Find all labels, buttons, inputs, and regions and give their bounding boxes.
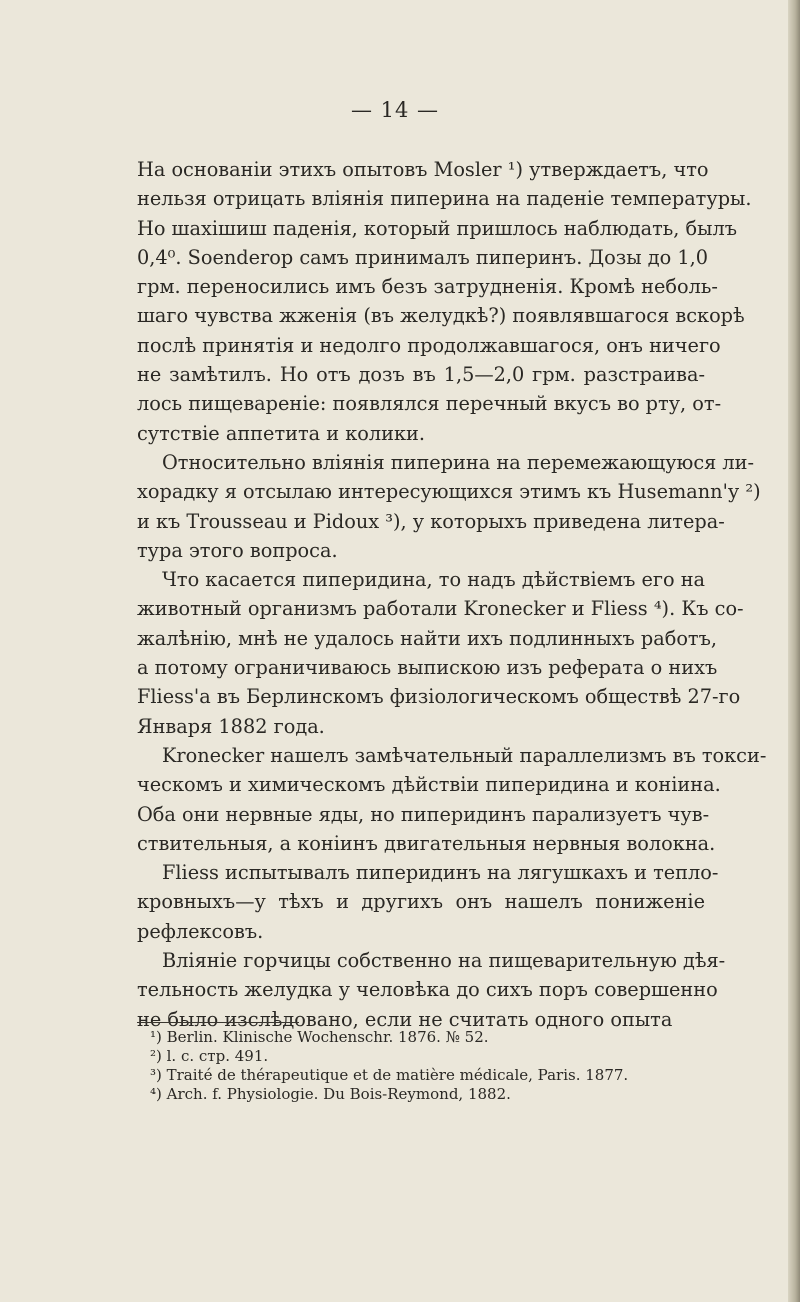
text-line: Kronecker нашелъ замѣчательный параллелизмъ въ токси- <box>162 743 767 767</box>
text-line: животный организмъ работали Kronecker и Fliess ⁴). Къ со- <box>137 597 744 621</box>
text-line: а потому ограничиваюсь выпискою изъ реферата о нихъ <box>137 656 718 680</box>
text-line: грм. переносились имъ безъ затрудненія. Кромѣ неболь- <box>137 275 718 299</box>
text-line: нельзя отрицать вліянія пиперина на паденіе температуры. <box>137 187 752 211</box>
text-line: лось пищевареніе: появлялся перечный вкусъ во рту, от- <box>137 392 722 416</box>
footnote-3: ³) Traité de thérapeutique et de matière médicale, Paris. 1877. <box>150 1066 629 1084</box>
footnote-2: ²) l. c. стр. 491. <box>150 1047 269 1065</box>
text-line: Вліяніе горчицы собственно на пищеварительную дѣя- <box>162 949 726 973</box>
text-line: послѣ принятія и недолго продолжавшагося, онъ ничего <box>137 333 721 357</box>
text-line: 0,4⁰. Ѕоenderop самъ принималъ пиперинъ. Дозы до 1,0 <box>137 245 708 269</box>
text-line: сутствіе аппетита и колики. <box>137 421 426 445</box>
page-edge <box>788 0 800 1302</box>
text-line: Но шахішиш паденія, который пришлось наблюдать, былъ <box>137 216 738 240</box>
text-line: ствительныя, а коніинъ двигательныя нервныя волокна. <box>137 831 716 855</box>
body-text <box>137 155 767 1034</box>
text-line: На основаніи этихъ опытовъ Mosler ¹) утверждаетъ, что <box>137 158 709 181</box>
text-line: Fliess'a въ Берлинскомъ физіологическомъ обществѣ 27-го <box>137 685 741 709</box>
footnotes <box>150 1028 710 1104</box>
text-line: жалѣнію, мнѣ не удалось найти ихъ подлинныхъ работъ, <box>137 626 717 650</box>
text-line: шаго чувства жженія (въ желудкѣ?) появлявшагося вскорѣ <box>137 304 745 328</box>
text-line: Что касается пиперидина, то надъ дѣйствіемъ его на <box>162 568 706 592</box>
text-line: не замѣтилъ. Но отъ дозъ въ 1,5—2,0 грм. разстраива- <box>137 363 705 387</box>
text-line: не было изслѣдовано, если не считать одного опыта <box>137 1007 673 1031</box>
footnote-1: ¹) Berlin. Klinische Wochenschr. 1876. № 52. <box>150 1028 489 1046</box>
text-line: тура этого вопроса. <box>137 538 338 562</box>
text-line: Оба они нервные яды, но пиперидинъ парализуетъ чув- <box>137 802 710 826</box>
text-line: тельность желудка у человѣка до сихъ поръ совершенно <box>137 978 718 1002</box>
text-line: ческомъ и химическомъ дѣйствіи пиперидина и коніина. <box>137 773 721 797</box>
text-line: кровныхъ—у тѣхъ и другихъ онъ нашелъ пониженіе <box>137 890 705 914</box>
footnote-divider <box>137 1022 299 1023</box>
footnote-4: ⁴) Arch. f. Physiologie. Du Bois-Reymond, 1882. <box>150 1085 511 1103</box>
text-line: рефлексовъ. <box>137 919 264 943</box>
text-line: Относительно вліянія пиперина на перемежающуюся ли- <box>162 450 755 474</box>
text-line: и къ Trousseau и Pidoux ³), у которыхъ приведена литера- <box>137 509 725 533</box>
page-number: — 14 — <box>350 98 440 122</box>
text-line: Fliess испытывалъ пиперидинъ на лягушкахъ и тепло- <box>162 861 719 885</box>
text-line: Января 1882 года. <box>137 714 325 738</box>
text-line: хорадку я отсылаю интересующихся этимъ къ Husemann'у ²) <box>137 480 761 504</box>
